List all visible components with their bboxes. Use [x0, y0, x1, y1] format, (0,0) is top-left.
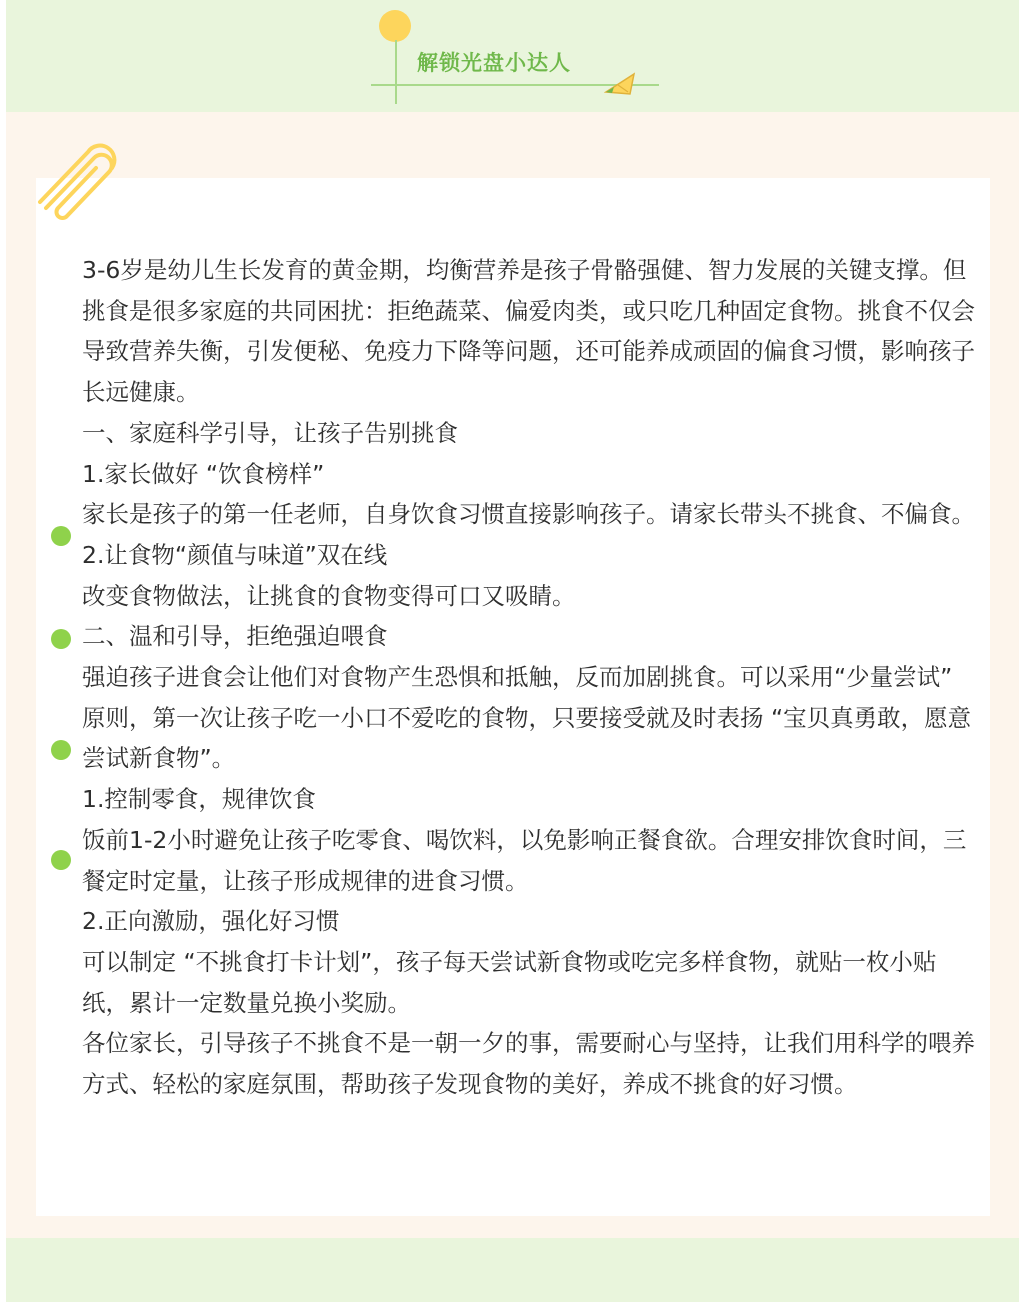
section-body: 强迫孩子进食会让他们对食物产生恐惧和抵触，反而加剧挑食。可以采用“少量尝试” 原则，第一次让孩子吃一小口不爱吃的食物，只要接受就及时表扬 “宝贝真勇敢，愿意尝试新食物”。: [82, 663, 972, 773]
section-heading: 二、温和引导，拒绝强迫喂食: [82, 622, 388, 651]
bullet-dot-icon: [51, 629, 71, 649]
item-body: 改变食物做法，让挑食的食物变得可口又吸睛。: [82, 581, 576, 610]
bullet-dot-icon: [51, 526, 71, 546]
section-heading: 一、家庭科学引导，让孩子告别挑食: [82, 418, 458, 447]
item-body: 可以制定 “不挑食打卡计划”，孩子每天尝试新食物或吃完多样食物，就贴一枚小贴纸，累计一定数量兑换小奖励。: [82, 947, 937, 1017]
footer-band: [6, 1238, 1019, 1302]
item-heading: 1.家长做好 “饮食榜样”: [82, 459, 325, 488]
pencil-icon: [604, 70, 638, 98]
item-heading: 1.控制零食，规律饮食: [82, 785, 316, 814]
bullet-dot-icon: [51, 850, 71, 870]
intro-paragraph: 3-6岁是幼儿生长发育的黄金期，均衡营养是孩子骨骼强健、智力发展的关键支撑。但挑食是很多家庭的共同困扰：拒绝蔬菜、偏爱肉类，或只吃几种固定食物。挑食不仅会导致营养失衡，引发便秘、免疫力下降等问题，还可能养成顽固的偏食习惯，影响孩子长远健康。: [82, 256, 975, 407]
item-body: 家长是孩子的第一任老师，自身饮食习惯直接影响孩子。请家长带头不挑食、不偏食。: [82, 500, 975, 529]
item-body: 饭前1-2小时避免让孩子吃零食、喝饮料，以免影响正餐食欲。合理安排饮食时间，三餐定时定量，让孩子形成规律的进食习惯。: [82, 825, 967, 895]
item-heading: 2.正向激励，强化好习惯: [82, 907, 340, 936]
header-vertical-line: [395, 40, 397, 104]
item-heading: 2.让食物“颜值与味道”双在线: [82, 540, 388, 569]
paperclip-icon: [32, 138, 122, 228]
header-title: 解锁光盘小达人: [417, 51, 571, 75]
bullet-dot-icon: [51, 740, 71, 760]
header-band: [6, 0, 1019, 112]
sun-icon: [379, 10, 411, 42]
closing-paragraph: 各位家长，引导孩子不挑食不是一朝一夕的事，需要耐心与坚持，让我们用科学的喂养方式、轻松的家庭氛围，帮助孩子发现食物的美好，养成不挑食的好习惯。: [82, 1029, 975, 1099]
article-body: [82, 250, 978, 1105]
